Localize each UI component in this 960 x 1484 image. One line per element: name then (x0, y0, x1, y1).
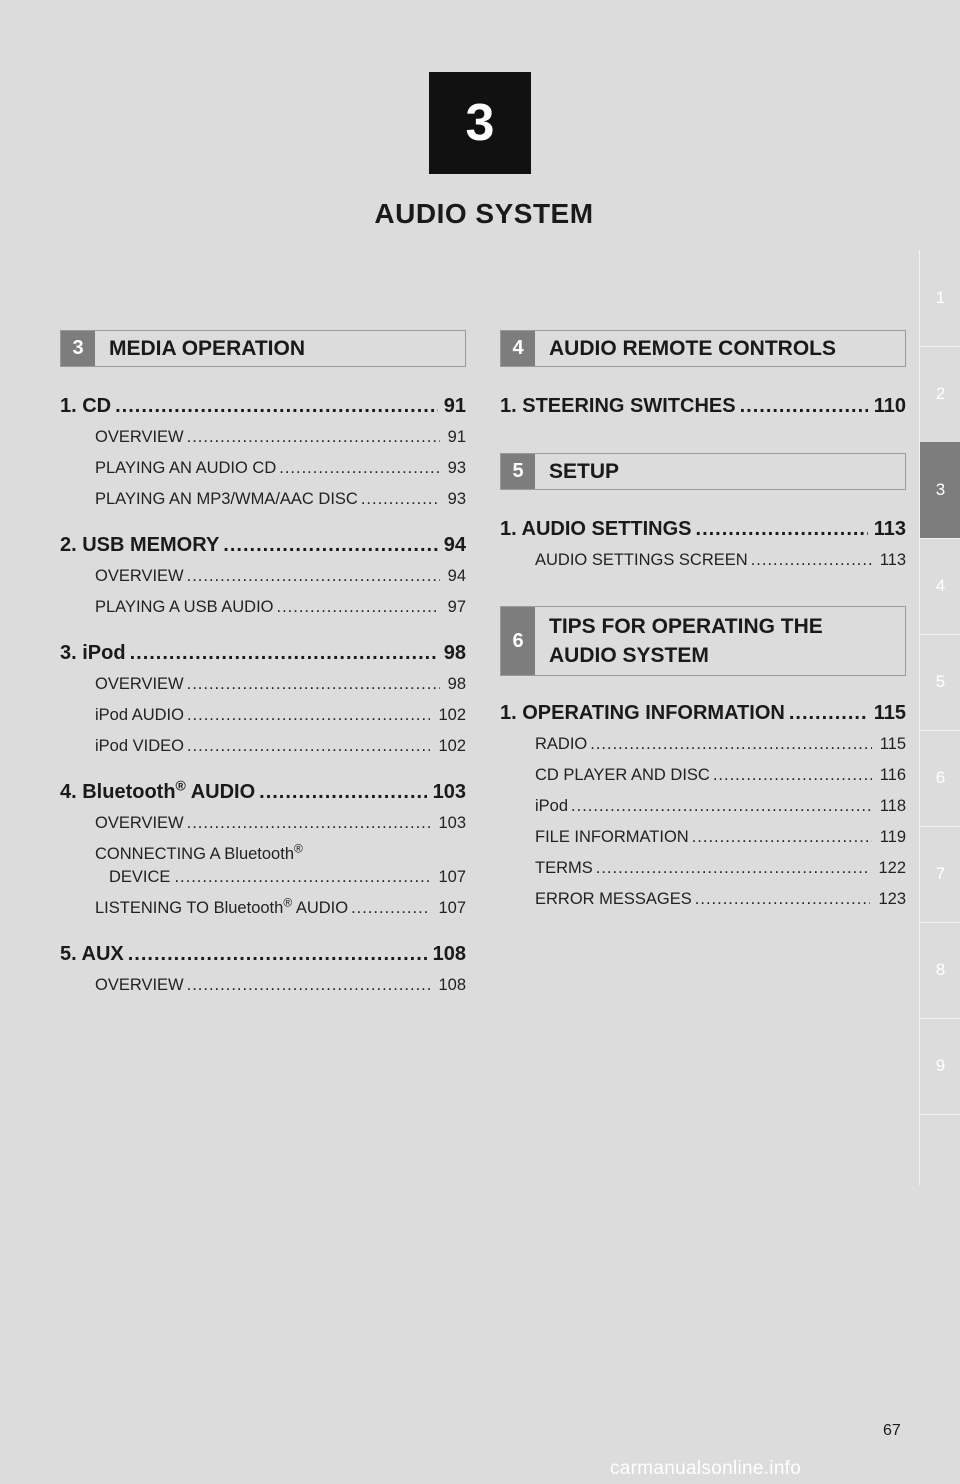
section-header-audio-remote-controls (500, 330, 906, 367)
section-number: 3 (61, 331, 95, 366)
left-column (60, 330, 466, 995)
side-tab-6[interactable]: 6 (920, 730, 960, 827)
chapter-side-tabs (919, 250, 960, 1185)
section-number: 4 (501, 331, 535, 366)
toc-entry-ipod[interactable]: 3. iPod ..... 98 (60, 642, 466, 665)
side-tab-1[interactable]: 1 (920, 250, 960, 347)
section-header-tips (500, 606, 906, 676)
side-tab-9[interactable]: 9 (920, 1018, 960, 1115)
toc-entry-usb-memory[interactable]: 2. USB MEMORY ..... 94 (60, 534, 466, 557)
side-tab-3[interactable]: 3 (920, 442, 960, 539)
toc-sub-ipod-video[interactable]: iPod VIDEO ..... 102 (60, 737, 466, 756)
toc-sub-ipod-overview[interactable]: OVERVIEW ..... 98 (60, 675, 466, 694)
chapter-title: AUDIO SYSTEM (374, 198, 594, 229)
toc-sub-bt-listening[interactable]: LISTENING TO Bluetooth® AUDIO ..... 107 (60, 899, 466, 918)
section-title: AUDIO REMOTE CONTROLS (549, 336, 836, 360)
toc-sub-terms[interactable]: TERMS ..... 122 (500, 859, 906, 878)
toc-entry-cd[interactable]: 1. CD ..... 91 (60, 395, 466, 418)
side-tab-2[interactable]: 2 (920, 346, 960, 443)
chapter-number-box (429, 72, 531, 174)
section-header-setup (500, 453, 906, 490)
toc-sub-usb-overview[interactable]: OVERVIEW ..... 94 (60, 567, 466, 586)
watermark: carmanualsonline.info (610, 1458, 802, 1479)
toc-sub-usb-playing[interactable]: PLAYING A USB AUDIO ..... 97 (60, 598, 466, 617)
toc-sub-cd-player-disc[interactable]: CD PLAYER AND DISC ..... 116 (500, 766, 906, 785)
toc-sub-file-information[interactable]: FILE INFORMATION ..... 119 (500, 828, 906, 847)
toc-entry-steering-switches[interactable]: 1. STEERING SWITCHES ..... 110 (500, 395, 906, 418)
toc-sub-cd-overview[interactable]: OVERVIEW ..... 91 (60, 428, 466, 447)
section-title: TIPS FOR OPERATING THE AUDIO SYSTEM (549, 615, 823, 667)
side-tab-blank (920, 1114, 960, 1185)
side-tab-5[interactable]: 5 (920, 634, 960, 731)
toc-sub-bt-connecting[interactable]: CONNECTING A Bluetooth® DEVICE ..... 107 (60, 845, 466, 887)
section-header-media-operation (60, 330, 466, 367)
section-title: MEDIA OPERATION (109, 336, 306, 360)
toc-sub-error-messages[interactable]: ERROR MESSAGES ..... 123 (500, 890, 906, 909)
chapter-number: 3 (465, 94, 495, 152)
toc-sub-audio-settings-screen[interactable]: AUDIO SETTINGS SCREEN ..... 113 (500, 551, 906, 570)
toc-sub-ipod-info[interactable]: iPod ..... 118 (500, 797, 906, 816)
toc-sub-ipod-audio[interactable]: iPod AUDIO ..... 102 (60, 706, 466, 725)
section-title: SETUP (549, 459, 620, 483)
toc-entry-audio-settings[interactable]: 1. AUDIO SETTINGS ..... 113 (500, 518, 906, 541)
page-number: 67 (883, 1422, 901, 1439)
side-tab-4[interactable]: 4 (920, 538, 960, 635)
side-tab-8[interactable]: 8 (920, 922, 960, 1019)
section-number: 6 (501, 607, 535, 675)
toc-sub-aux-overview[interactable]: OVERVIEW ..... 108 (60, 976, 466, 995)
toc-sub-radio[interactable]: RADIO ..... 115 (500, 735, 906, 754)
toc-entry-operating-information[interactable]: 1. OPERATING INFORMATION ..... 115 (500, 702, 906, 725)
section-number: 5 (501, 454, 535, 489)
toc-sub-cd-playing-audio[interactable]: PLAYING AN AUDIO CD ..... 93 (60, 459, 466, 478)
side-tab-7[interactable]: 7 (920, 826, 960, 923)
right-column (500, 330, 906, 909)
toc-entry-bluetooth-audio[interactable]: 4. Bluetooth® AUDIO ..... 103 (60, 781, 466, 804)
toc-entry-aux[interactable]: 5. AUX ..... 108 (60, 943, 466, 966)
toc-sub-bt-overview[interactable]: OVERVIEW ..... 103 (60, 814, 466, 833)
toc-sub-cd-playing-mp3[interactable]: PLAYING AN MP3/WMA/AAC DISC ..... 93 (60, 490, 466, 509)
